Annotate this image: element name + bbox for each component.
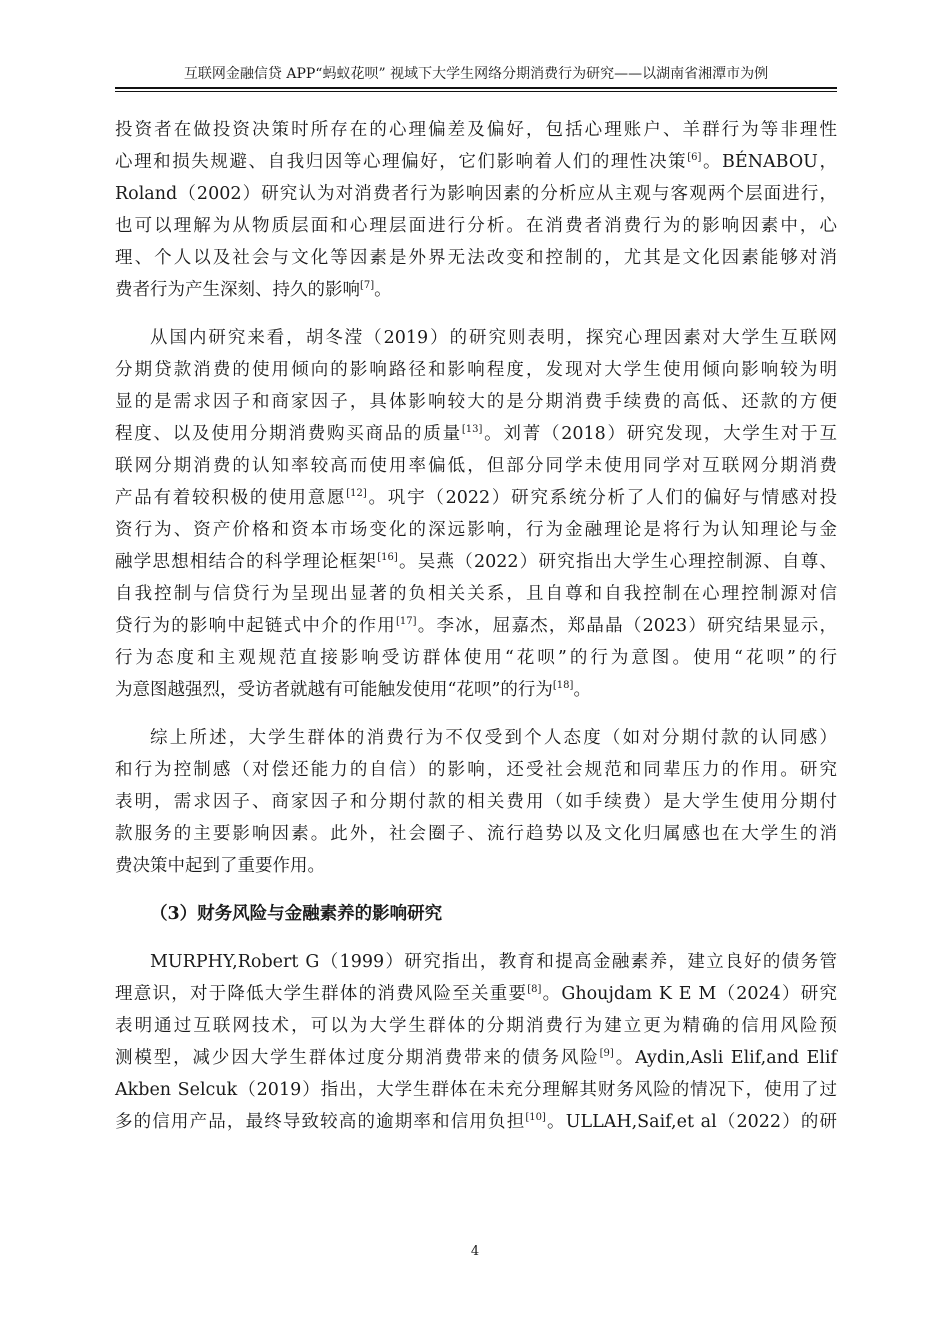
paragraph-gap [115,706,837,722]
line-text: 联网分期消费的认知率较高而使用率偏低，但部分同学未使用同学对互联网分期消费 [115,456,837,476]
text-line [115,242,837,274]
citation-ref: [8] [527,984,542,995]
text-line [115,578,837,610]
text-line [115,754,837,786]
text-line [115,178,837,210]
paragraph [115,114,837,306]
line-text-after: 。刘菁（2018）研究发现，大学生对于互 [482,424,838,444]
line-text-after: 。Aydin,Asli Elif,and Elif [613,1048,837,1068]
line-text: 综上所述，大学生群体的消费行为不仅受到个人态度（如对分期付款的认同感） [150,728,837,748]
line-text: 行为态度和主观规范直接影响受访群体使用“花呗”的行为意图。使用“花呗”的行 [115,648,837,668]
text-line [115,386,837,418]
line-text: MURPHY,Robert G（1999）研究指出，教育和提高金融素养，建立良好的债务管 [150,952,837,972]
text-line [115,354,837,386]
text-line [115,674,837,706]
line-text: 为意图越强烈，受访者就越有可能触发使用“花呗”的行为 [115,680,553,700]
text-line [115,482,837,514]
text-line [115,1010,837,1042]
line-text-after: 。李冰，屈嘉杰，郑晶晶（2023）研究结果显示， [416,616,837,636]
text-line [115,146,837,178]
line-text-after: 。巩宇（2022）研究系统分析了人们的偏好与情感对投 [366,488,837,508]
text-line [115,1074,837,1106]
header-rule-thin [115,91,837,92]
line-text: 费决策中起到了重要作用。 [115,856,325,876]
line-text-after: 。 [374,280,392,300]
text-line [115,722,837,754]
paragraph [115,322,837,706]
line-text: 分期贷款消费的使用倾向的影响路径和影响程度，发现对大学生使用倾向影响较为明 [115,360,837,380]
text-line [115,1106,837,1138]
line-text: 理、个人以及社会与文化等因素是外界无法改变和控制的，尤其是文化因素能够对消 [115,248,837,268]
text-line [115,514,837,546]
header-rule-thick [115,87,837,89]
text-line [115,322,837,354]
citation-ref: [12] [346,488,367,499]
line-text: Roland（2002）研究认为对消费者行为影响因素的分析应从主观与客观两个层面进行， [115,184,837,204]
citation-ref: [7] [360,280,375,291]
text-line [115,610,837,642]
text-line [115,274,837,306]
text-line [115,818,837,850]
text-line [115,546,837,578]
line-text: 产品有着较积极的使用意愿 [115,488,347,508]
citation-ref: [16] [377,552,398,563]
citation-ref: [10] [525,1112,546,1123]
paragraph [115,946,837,1138]
line-text: 表明，需求因子、商家因子和分期付款的相关费用（如手续费）是大学生使用分期付 [115,792,837,812]
paragraph-gap [115,882,837,898]
citation-ref: [9] [599,1048,614,1059]
paragraph [115,722,837,882]
line-text: 自我控制与信贷行为呈现出显著的负相关关系，且自尊和自我控制在心理控制源对信 [115,584,837,604]
line-text: 贷行为的影响中起链式中介的作用 [115,616,397,636]
body-text [115,114,837,1138]
line-text: 多的信用产品，最终导致较高的逾期率和信用负担 [115,1112,526,1132]
text-line [115,450,837,482]
section-heading: （3）财务风险与金融素养的影响研究 [150,904,443,924]
line-text: 投资者在做投资决策时所存在的心理偏差及偏好，包括心理账户、羊群行为等非理性 [115,120,837,140]
line-text: 心理和损失规避、自我归因等心理偏好，它们影响着人们的理性决策 [115,152,688,172]
line-text: 程度、以及使用分期消费购买商品的质量 [115,424,462,444]
text-line [115,418,837,450]
line-text-after: 。ULLAH,Saif,et al（2022）的研 [545,1112,838,1132]
text-line [115,642,837,674]
line-text: 表明通过互联网技术，可以为大学生群体的分期消费行为建立更为精确的信用风险预 [115,1016,837,1036]
line-text-after: 。Ghoujdam K E M（2024）研究 [541,984,837,1004]
paragraph-gap [115,930,837,946]
line-text: 从国内研究来看，胡冬滢（2019）的研究则表明，探究心理因素对大学生互联网 [150,328,837,348]
line-text: 款服务的主要影响因素。此外，社会圈子、流行趋势以及文化归属感也在大学生的消 [115,824,837,844]
line-text: 融学思想相结合的科学理论框架 [115,552,378,572]
citation-ref: [13] [461,424,483,435]
text-line [115,946,837,978]
text-line [115,850,837,882]
line-text-after: 。 [573,680,591,700]
page-number: 4 [470,1244,480,1259]
line-text: 资行为、资产价格和资本市场变化的深远影响，行为金融理论是将行为认知理论与金 [115,520,837,540]
text-line [115,978,837,1010]
citation-ref: [6] [687,152,702,163]
text-line [115,114,837,146]
line-text-after: 。BÉNABOU， [701,152,837,172]
line-text: Akben Selcuk（2019）指出，大学生群体在未充分理解其财务风险的情况下，使用了过 [115,1080,837,1100]
citation-ref: [17] [396,616,417,627]
line-text: 费者行为产生深刻、持久的影响 [115,280,360,300]
line-text: 也可以理解为从物质层面和心理层面进行分析。在消费者消费行为的影响因素中，心 [115,216,837,236]
line-text: 显的是需求因子和商家因子，具体影响较大的是分期消费手续费的高低、还款的方便 [115,392,837,412]
line-text: 和行为控制感（对偿还能力的自信）的影响，还受社会规范和同辈压力的作用。研究 [115,760,837,780]
text-line [115,1042,837,1074]
text-line [115,786,837,818]
line-text-after: 。吴燕（2022）研究指出大学生心理控制源、自尊、 [397,552,837,572]
line-text: 理意识，对于降低大学生群体的消费风险至关重要 [115,984,528,1004]
paragraph-gap [115,306,837,322]
running-header: 互联网金融信贷 APP“蚂蚁花呗” 视域下大学生网络分期消费行为研究——以湖南省湘潭市为例 [183,66,769,82]
citation-ref: [18] [552,680,574,691]
line-text: 测模型，减少因大学生群体过度分期消费带来的债务风险 [115,1048,600,1068]
text-line [115,210,837,242]
